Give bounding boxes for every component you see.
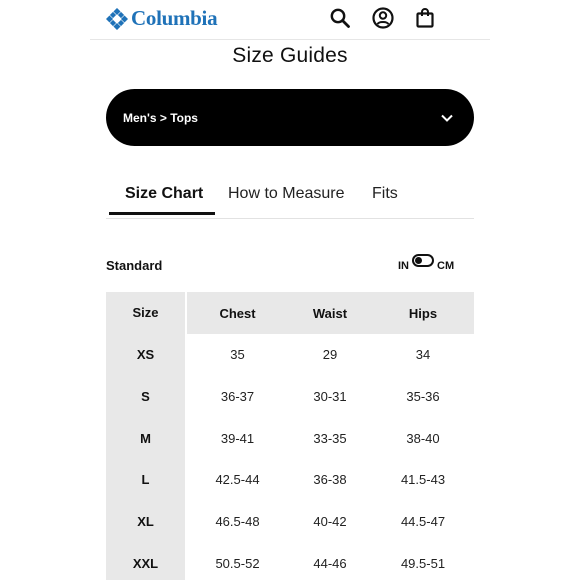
unit-toggle [398, 254, 454, 273]
tab-how-to-measure[interactable]: How to Measure [228, 185, 345, 202]
header-hips: Hips [372, 292, 474, 334]
size-cell: S [106, 376, 186, 418]
page-title: Size Guides [232, 44, 348, 67]
chest-cell: 39-41 [220, 430, 255, 446]
waist-cell: 36-38 [313, 472, 347, 488]
waist-cell: 33-35 [313, 430, 347, 446]
chest-cell: 42.5-44 [215, 472, 260, 488]
hips-cell: 41.5-43 [400, 472, 446, 488]
size-cell: XXL [106, 542, 186, 580]
waist-cell: 44-46 [313, 555, 347, 571]
table-row [106, 334, 474, 376]
unit-in-label[interactable]: IN [398, 260, 409, 272]
table-row [106, 501, 474, 543]
table-row [106, 542, 474, 580]
size-cell: XL [106, 501, 186, 543]
hips-cell: 49.5-51 [400, 555, 446, 571]
size-guide-tabs [106, 176, 474, 219]
fit-label: Standard [106, 258, 163, 273]
hips-cell: 44.5-47 [400, 514, 446, 530]
active-tab-indicator [109, 212, 215, 215]
hips-cell: 38-40 [406, 430, 440, 446]
chest-cell: 50.5-52 [215, 555, 260, 571]
table-header-row [106, 292, 474, 334]
site-header [90, 0, 490, 40]
unit-toggle-switch[interactable] [412, 254, 434, 267]
table-row [106, 417, 474, 459]
waist-cell: 30-31 [313, 389, 347, 405]
table-row [106, 459, 474, 501]
chest-cell: 36-37 [220, 389, 255, 405]
columbia-diamond-icon [106, 8, 128, 30]
columbia-logo[interactable] [106, 6, 217, 31]
account-icon[interactable] [371, 6, 395, 30]
category-dropdown[interactable] [106, 89, 474, 146]
shopping-bag-icon[interactable] [413, 6, 437, 30]
table-row [106, 376, 474, 418]
unit-cm-label[interactable]: CM [437, 260, 455, 272]
header-chest: Chest [186, 292, 288, 334]
header-size: Size [106, 292, 186, 334]
tab-fits[interactable]: Fits [372, 185, 398, 202]
hips-cell: 35-36 [406, 389, 440, 405]
toggle-knob [415, 257, 422, 264]
chest-cell: 35 [230, 347, 245, 363]
chevron-down-icon [440, 113, 454, 123]
category-selected-value: Men's > Tops [123, 110, 198, 125]
waist-cell: 40-42 [313, 514, 347, 530]
tab-size-chart[interactable]: Size Chart [125, 185, 204, 202]
size-cell: XS [106, 334, 186, 376]
size-cell: M [106, 417, 186, 459]
chest-cell: 46.5-48 [215, 514, 260, 530]
waist-cell: 29 [322, 347, 338, 363]
brand-name: Columbia [131, 6, 218, 30]
size-cell: L [106, 459, 186, 501]
hips-cell: 34 [415, 347, 431, 363]
header-waist: Waist [288, 292, 372, 334]
search-icon[interactable] [328, 6, 352, 30]
size-chart-table [106, 292, 474, 580]
